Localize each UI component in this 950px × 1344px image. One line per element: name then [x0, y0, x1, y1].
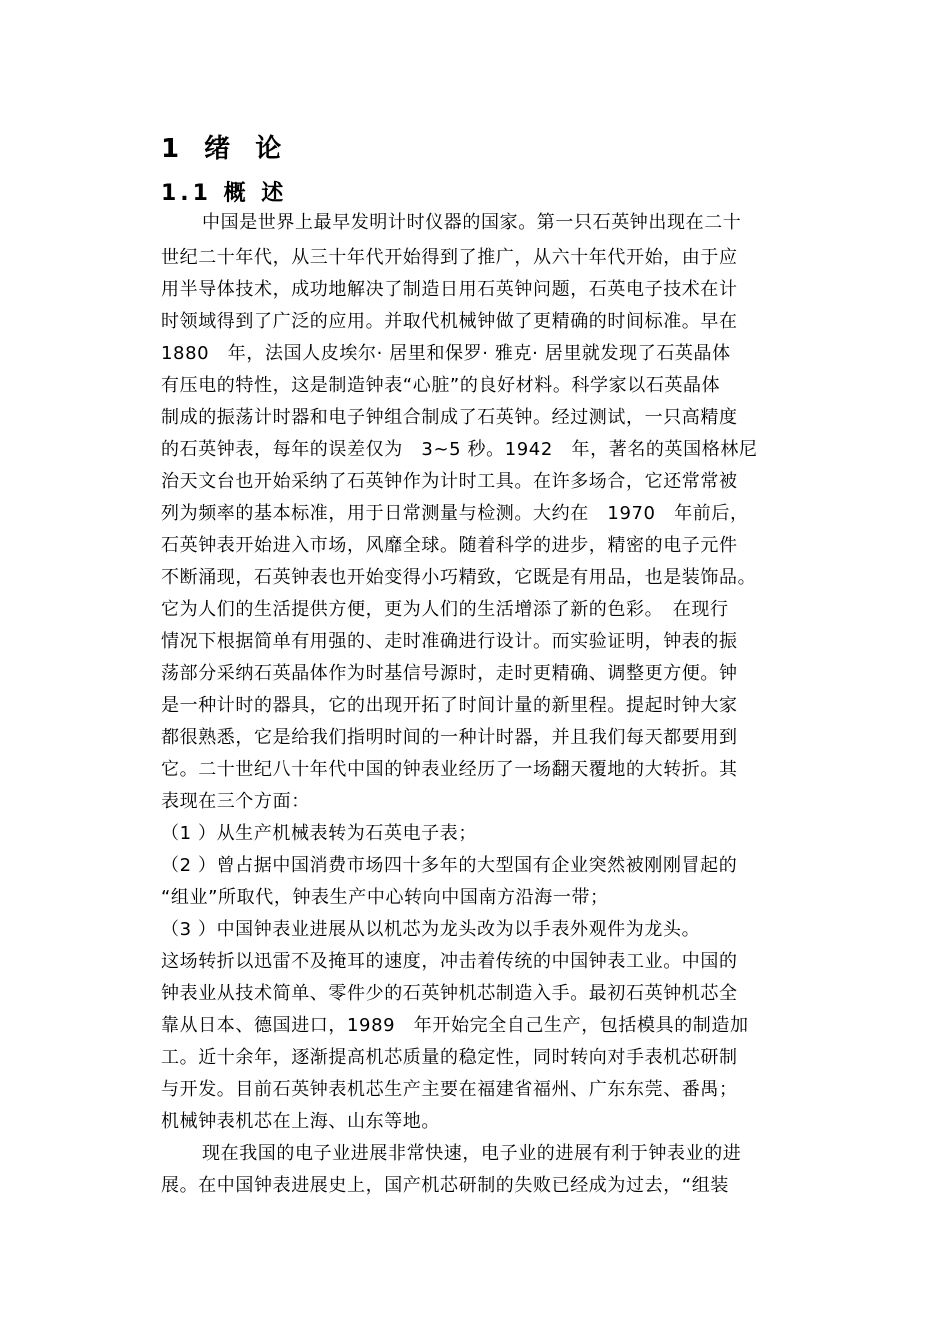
text-line: 现在我国的电子业进展非常快速，电子业的进展有利于钟表业的进 — [202, 1143, 742, 1164]
text-line: 情况下根据简单有用强的、走时准确进行设计。而实验证明，钟表的振 — [161, 631, 738, 652]
text-line: 用半导体技术，成功地解决了制造日用石英钟问题，石英电子技术在计 — [161, 279, 738, 300]
text-line: 列为频率的基本标准，用于日常测量与检测。大约在 1970 年前后， — [161, 503, 749, 524]
text-line: 世纪二十年代，从三十年代开始得到了推广，从六十年代开始，由于应 — [161, 247, 738, 268]
text-line: 它。二十世纪八十年代中国的钟表业经历了一场翻天覆地的大转折。其 — [161, 759, 738, 780]
text-line: 有压电的特性，这是制造钟表“心脏”的良好材料。科学家以石英晶体 — [161, 375, 721, 396]
text-line: 的石英钟表，每年的误差仅为 3~5 秒。1942 年，著名的英国格林尼 — [161, 439, 758, 460]
text-line: 荡部分采纳石英晶体作为时基信号源时，走时更精确、调整更方便。钟 — [161, 663, 738, 684]
text-line: 时领域得到了广泛的应用。并取代机械钟做了更精确的时间标准。早在 — [161, 311, 738, 332]
text-line: 展。在中国钟表进展史上，国产机芯研制的失败已经成为过去，“组装 — [161, 1175, 729, 1196]
text-line: 中国是世界上最早发明计时仪器的国家。第一只石英钟出现在二十 — [202, 212, 742, 233]
text-line: 工。近十余年，逐渐提高机芯质量的稳定性，同时转向对手表机芯研制 — [161, 1047, 738, 1068]
list-item: （2 ）曾占据中国消费市场四十多年的大型国有企业突然被刚刚冒起的 — [161, 855, 738, 876]
text-line: 它为人们的生活提供方便，更为人们的生活增添了新的色彩。 在现行 — [161, 599, 729, 620]
text-line: 都很熟悉，它是给我们指明时间的一种计时器，并且我们每天都要用到 — [161, 727, 738, 748]
text-line: 机械钟表机芯在上海、山东等地。 — [161, 1111, 440, 1132]
chapter-heading: 1 绪 论 — [161, 134, 290, 164]
text-line: 治天文台也开始采纳了石英钟作为计时工具。在许多场合，它还常常被 — [161, 471, 738, 492]
text-line: 1880 年，法国人皮埃尔· 居里和保罗· 雅克· 居里就发现了石英晶体 — [161, 343, 731, 364]
text-line: 与开发。目前石英钟表机芯生产主要在福建省福州、广东东莞、番禺； — [161, 1079, 738, 1100]
text-line: 表现在三个方面： — [161, 791, 310, 812]
section-heading: 1.1 概 述 — [161, 181, 288, 206]
text-line: 是一种计时的器具，它的出现开拓了时间计量的新里程。提起时钟大家 — [161, 695, 738, 716]
text-line: 钟表业从技术简单、零件少的石英钟机芯制造入手。最初石英钟机芯全 — [161, 983, 738, 1004]
list-item: （1 ）从生产机械表转为石英电子表； — [161, 823, 477, 844]
text-line: 制成的振荡计时器和电子钟组合制成了石英钟。经过测试，一只高精度 — [161, 407, 738, 428]
text-line: 这场转折以迅雷不及掩耳的速度，冲击着传统的中国钟表工业。中国的 — [161, 951, 738, 972]
list-item: （3 ）中国钟表业进展从以机芯为龙头改为以手表外观件为龙头。 — [161, 919, 701, 940]
text-line: 石英钟表开始进入市场，风靡全球。随着科学的进步，精密的电子元件 — [161, 535, 738, 556]
text-line: “组业”所取代，钟表生产中心转向中国南方沿海一带； — [161, 887, 609, 908]
text-line: 靠从日本、德国进口，1989 年开始完全自己生产，包括模具的制造加 — [161, 1015, 749, 1036]
text-line: 不断涌现，石英钟表也开始变得小巧精致，它既是有用品，也是装饰品。 — [161, 567, 757, 588]
